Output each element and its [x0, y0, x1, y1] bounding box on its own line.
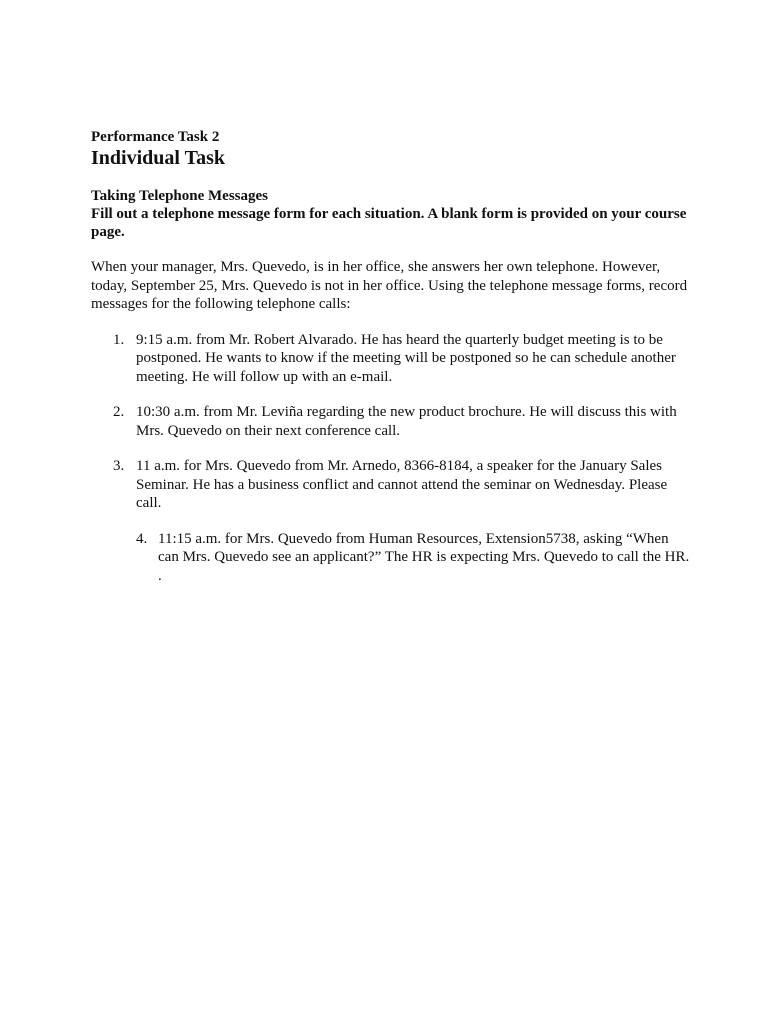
list-item-number: 4.: [136, 530, 148, 547]
list-item: [91, 403, 691, 440]
list-item: [91, 457, 691, 513]
list-item: [91, 530, 691, 586]
list-item-number: 3.: [113, 458, 125, 474]
section-heading: Taking Telephone Messages: [91, 188, 268, 204]
instructions-text: Fill out a telephone message form for each situation. A blank form is provided on your course page.: [91, 206, 687, 240]
document-subtitle: Performance Task 2: [91, 129, 220, 145]
list-item-text: 11 a.m. for Mrs. Quevedo from Mr. Arnedo, 8366-8184, a speaker for the January Sales Seminar. He has a business conflict and cannot attend the seminar on Wednesday. Please call.: [136, 458, 668, 511]
list-item-text: 10:30 a.m. from Mr. Leviña regarding the new product brochure. He will discuss this with Mrs. Quevedo on their next conference call.: [136, 404, 677, 439]
document-title: Individual Task: [91, 147, 225, 169]
list-item-text: 11:15 a.m. for Mrs. Quevedo from Human Resources, Extension5738, asking “When can Mrs. Quevedo see an applicant?” The HR is expecting Mrs. Quevedo to call the HR. .: [158, 530, 690, 584]
document-page: [91, 128, 691, 602]
intro-paragraph: When your manager, Mrs. Quevedo, is in her office, she answers her own telephone. However, today, September 25, Mrs. Quevedo is not in her office. Using the telephone message forms, record messages for the following telephone calls:: [91, 259, 688, 312]
list-item-text: 9:15 a.m. from Mr. Robert Alvarado. He has heard the quarterly budget meeting is to be postponed. He wants to know if the meeting will be postponed so he can schedule another meeting. He will follow up with an e-mail.: [136, 331, 676, 385]
list-item-number: 2.: [113, 404, 125, 420]
list-item: [91, 331, 691, 387]
list-item-number: 1.: [113, 331, 125, 348]
